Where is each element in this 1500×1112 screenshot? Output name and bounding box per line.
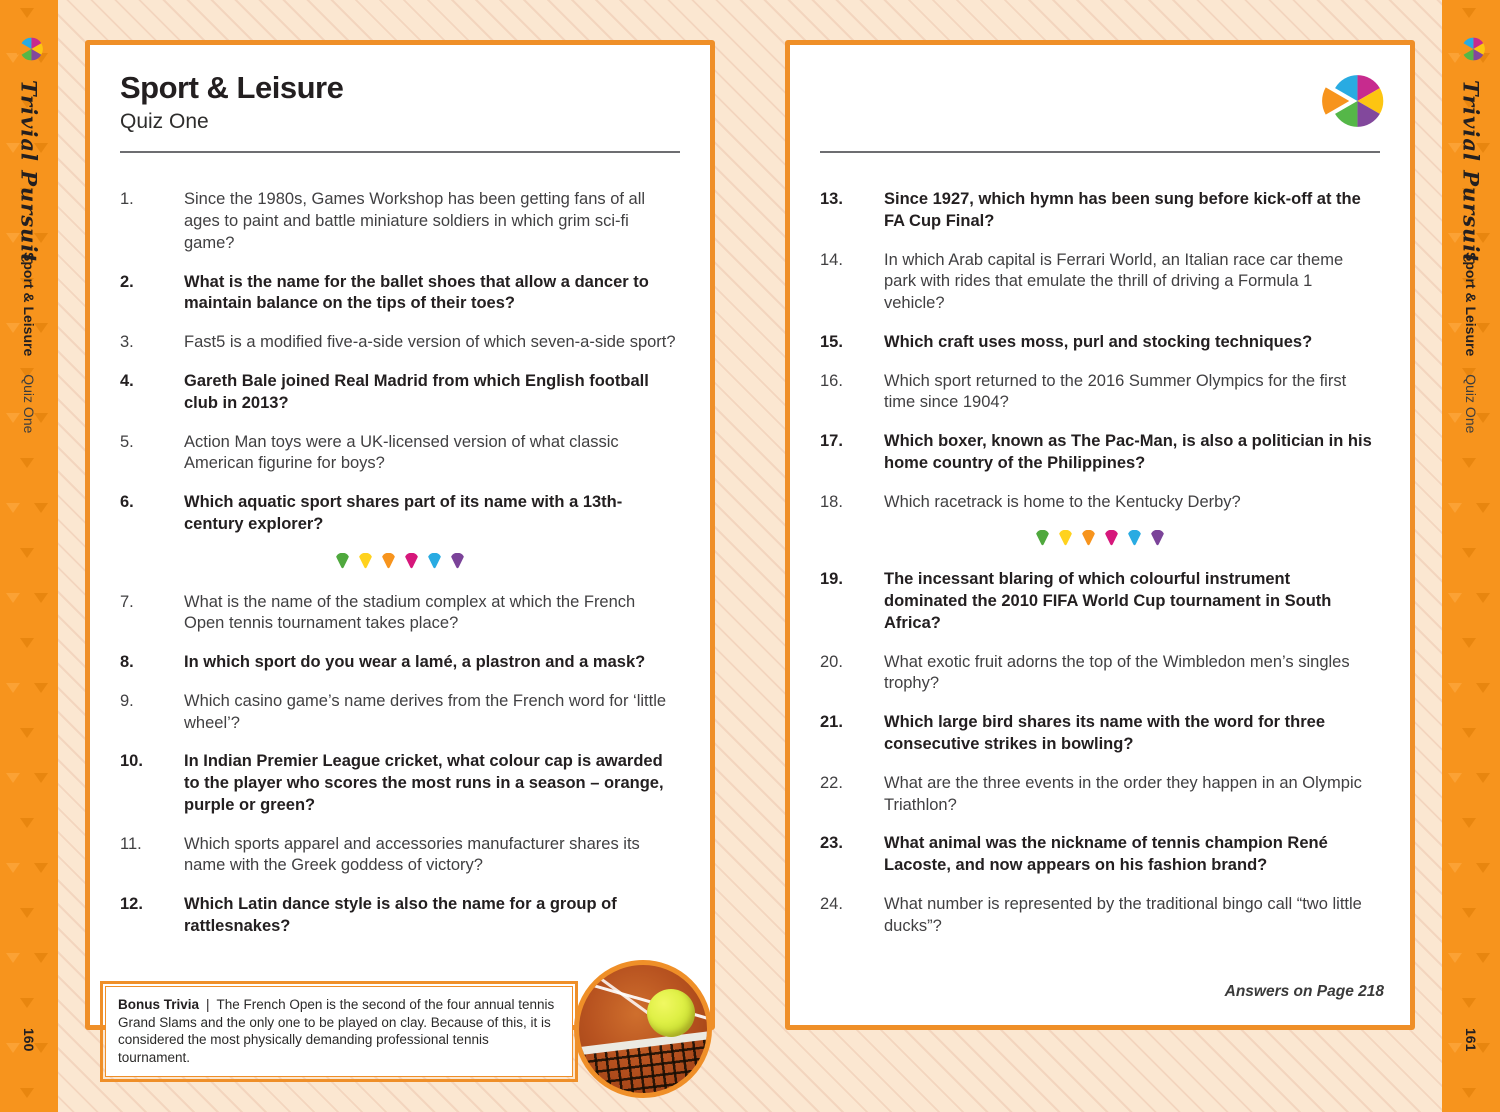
question-list <box>820 189 1380 937</box>
right-page <box>785 40 1415 1030</box>
triangle-ornament <box>6 323 20 333</box>
question-item <box>120 652 680 674</box>
tennis-ball-icon <box>647 989 695 1037</box>
bonus-trivia-text <box>118 996 560 1066</box>
left-page <box>85 40 715 1030</box>
question-item <box>820 492 1380 514</box>
triangle-ornament <box>1448 323 1462 333</box>
wedge-divider <box>820 530 1380 547</box>
question-number: 9. <box>120 691 134 710</box>
triangle-ornament <box>1448 503 1462 513</box>
question-item <box>120 592 680 636</box>
question-number: 22. <box>820 773 843 792</box>
wedge-icon <box>381 553 396 570</box>
page-subtitle: Quiz One <box>120 110 209 134</box>
question-number: 14. <box>820 250 843 269</box>
question-item <box>820 189 1380 233</box>
question-text: Which Latin dance style is also the name for a group of rattlesnakes? <box>184 895 617 935</box>
triangle-ornament <box>1476 863 1490 873</box>
trivial-pursuit-logo: Trivial Pursuit <box>1458 80 1484 265</box>
triangle-ornament <box>1476 593 1490 603</box>
left-edge-band <box>0 0 58 1112</box>
bonus-trivia-label: Bonus Trivia <box>118 997 200 1012</box>
question-list <box>120 189 680 937</box>
triangle-ornament <box>6 503 20 513</box>
spine-category-label: Sport & Leisure <box>1463 252 1479 357</box>
bonus-trivia-separator: | <box>206 997 210 1012</box>
triangle-ornament <box>34 593 48 603</box>
triangle-ornament <box>6 593 20 603</box>
question-number: 17. <box>820 432 843 451</box>
triangle-ornament <box>1462 548 1476 558</box>
question-number: 13. <box>820 190 843 208</box>
question-text: Since the 1980s, Games Workshop has been getting fans of all ages to paint and battle miniature soldiers in which grim sci-fi game? <box>184 190 646 252</box>
wedge-icon <box>335 553 350 570</box>
triangle-ornament <box>34 863 48 873</box>
bonus-trivia-box <box>105 986 573 1077</box>
question-text: In which sport do you wear a lamé, a plastron and a mask? <box>184 653 646 672</box>
triangle-ornament <box>20 638 34 648</box>
triangle-ornament <box>1476 773 1490 783</box>
question-text: The incessant blaring of which colourful instrument dominated the 2010 FIFA World Cup tournament in South Africa? <box>884 570 1332 632</box>
page-title: Sport & Leisure <box>120 70 344 105</box>
trivial-pursuit-wheel-icon <box>14 34 44 64</box>
question-number: 7. <box>120 592 134 611</box>
question-item <box>120 834 680 878</box>
question-number: 11. <box>120 834 142 853</box>
triangle-ornament <box>1448 1043 1462 1053</box>
wedge-divider <box>120 553 680 570</box>
question-item <box>120 272 680 316</box>
question-item <box>120 751 680 816</box>
triangle-ornament <box>6 413 20 423</box>
answers-note: Answers on Page 218 <box>1224 983 1384 1000</box>
header-rule <box>820 151 1380 153</box>
wedge-icon <box>1127 530 1142 547</box>
spine-category-label: Sport & Leisure <box>21 252 37 357</box>
page-number: 161 <box>1463 1028 1479 1052</box>
triangle-ornament <box>6 773 20 783</box>
question-text: Which aquatic sport shares part of its name with a 13th-century explorer? <box>184 493 623 533</box>
question-item <box>820 773 1380 817</box>
trivial-pursuit-logo: Trivial Pursuit <box>16 80 42 265</box>
question-item <box>120 189 680 254</box>
question-number: 3. <box>120 333 134 352</box>
triangle-ornament <box>20 998 34 1008</box>
question-text: In Indian Premier League cricket, what colour cap is awarded to the player who scores the most runs in a season – orange, purple or green? <box>184 752 664 814</box>
question-number: 19. <box>820 570 843 589</box>
triangle-ornament <box>1462 8 1476 18</box>
triangle-ornament <box>34 683 48 693</box>
question-number: 20. <box>820 652 843 671</box>
question-item <box>820 431 1380 475</box>
question-number: 2. <box>120 272 134 291</box>
triangle-ornament <box>20 8 34 18</box>
spine-quiz-label: Quiz One <box>1463 374 1479 434</box>
wedge-icon <box>1081 530 1096 547</box>
question-item <box>120 894 680 938</box>
triangle-ornament <box>1448 953 1462 963</box>
triangle-ornament <box>1462 638 1476 648</box>
question-item <box>120 691 680 735</box>
question-item <box>120 492 680 536</box>
question-item <box>120 332 680 354</box>
triangle-ornament <box>1448 593 1462 603</box>
question-item <box>820 371 1380 415</box>
question-text: What animal was the nickname of tennis champion René Lacoste, and now appears on his fashion brand? <box>884 834 1328 875</box>
question-number: 24. <box>820 894 843 913</box>
page-header <box>120 71 680 153</box>
triangle-ornament <box>20 818 34 828</box>
question-number: 12. <box>120 895 143 914</box>
question-text: Which boxer, known as The Pac-Man, is also a politician in his home country of the Philippines? <box>884 432 1372 472</box>
question-text: Which sports apparel and accessories manufacturer shares its name with the Greek goddess of victory? <box>184 834 640 875</box>
triangle-ornament <box>1462 728 1476 738</box>
question-text: What exotic fruit adorns the top of the Wimbledon men’s singles trophy? <box>884 652 1350 693</box>
wedge-icon <box>450 553 465 570</box>
question-item <box>120 432 680 476</box>
question-number: 18. <box>820 492 843 511</box>
question-number: 21. <box>820 713 843 732</box>
question-text: Which racetrack is home to the Kentucky Derby? <box>884 492 1241 511</box>
question-text: Gareth Bale joined Real Madrid from which English football club in 2013? <box>184 371 649 412</box>
question-text: Which casino game’s name derives from the French word for ‘little wheel’? <box>184 691 667 732</box>
triangle-ornament <box>1462 818 1476 828</box>
question-text: Which sport returned to the 2016 Summer Olympics for the first time since 1904? <box>884 371 1347 412</box>
question-item <box>820 569 1380 634</box>
triangle-ornament <box>6 683 20 693</box>
question-text: What are the three events in the order they happen in an Olympic Triathlon? <box>884 773 1362 814</box>
question-number: 16. <box>820 371 843 390</box>
bonus-trivia-body: The French Open is the second of the four annual tennis Grand Slams and the only one to be played on clay. Because of this, it is considered the most physically demanding professional tennis tournament. <box>118 997 555 1065</box>
triangle-ornament <box>1448 773 1462 783</box>
triangle-ornament <box>1448 863 1462 873</box>
trivial-pursuit-wheel-icon <box>1318 67 1386 135</box>
page-number: 160 <box>21 1028 37 1052</box>
question-number: 8. <box>120 653 134 672</box>
triangle-ornament <box>20 458 34 468</box>
question-number: 6. <box>120 493 134 512</box>
question-text: What is the name of the stadium complex at which the French Open tennis tournament takes place? <box>184 592 636 633</box>
spine-quiz-label: Quiz One <box>21 374 37 434</box>
triangle-ornament <box>34 953 48 963</box>
question-number: 1. <box>120 190 134 209</box>
triangle-ornament <box>1462 1088 1476 1098</box>
question-text: What is the name for the ballet shoes that allow a dancer to maintain balance on the tips of their toes? <box>184 272 649 313</box>
triangle-ornament <box>20 728 34 738</box>
triangle-ornament <box>1476 503 1490 513</box>
wedge-icon <box>1150 530 1165 547</box>
triangle-ornament <box>6 953 20 963</box>
question-item <box>820 894 1380 938</box>
question-number: 4. <box>120 371 134 390</box>
question-number: 15. <box>820 332 843 351</box>
triangle-ornament <box>1448 683 1462 693</box>
question-item <box>820 712 1380 756</box>
triangle-ornament <box>1448 413 1462 423</box>
triangle-ornament <box>20 1088 34 1098</box>
triangle-ornament <box>20 548 34 558</box>
question-item <box>820 833 1380 877</box>
triangle-ornament <box>6 863 20 873</box>
question-number: 23. <box>820 834 843 853</box>
triangle-ornament <box>34 773 48 783</box>
wedge-icon <box>404 553 419 570</box>
tennis-court-photo <box>574 960 712 1098</box>
wedge-icon <box>358 553 373 570</box>
question-text: In which Arab capital is Ferrari World, an Italian race car theme park with rides that emulate the thrill of driving a Formula 1 vehicle? <box>884 250 1344 313</box>
question-item <box>820 250 1380 315</box>
question-text: Which craft uses moss, purl and stocking techniques? <box>884 332 1313 351</box>
question-text: What number is represented by the traditional bingo call “two little ducks”? <box>884 894 1362 935</box>
spine-labels <box>21 252 37 433</box>
header-spacer <box>820 71 1380 135</box>
triangle-ornament <box>20 908 34 918</box>
wedge-icon <box>427 553 442 570</box>
triangle-ornament <box>34 503 48 513</box>
wedge-icon <box>1104 530 1119 547</box>
triangle-ornament <box>1462 998 1476 1008</box>
triangle-ornament <box>1462 458 1476 468</box>
wedge-icon <box>1035 530 1050 547</box>
trivial-pursuit-wheel-icon <box>1456 34 1486 64</box>
question-text: Fast5 is a modified five-a-side version of which seven-a-side sport? <box>184 333 676 352</box>
triangle-ornament <box>6 1043 20 1053</box>
spine-labels <box>1463 252 1479 433</box>
question-text: Since 1927, which hymn has been sung before kick-off at the FA Cup Final? <box>884 190 1361 230</box>
question-number: 5. <box>120 432 134 451</box>
question-text: Action Man toys were a UK-licensed version of what classic American figurine for boys? <box>184 432 619 473</box>
wedge-icon <box>1058 530 1073 547</box>
triangle-ornament <box>1476 683 1490 693</box>
triangle-ornament <box>1476 953 1490 963</box>
question-text: Which large bird shares its name with the word for three consecutive strikes in bowling? <box>884 713 1325 754</box>
question-item <box>120 371 680 415</box>
question-item <box>820 332 1380 354</box>
question-item <box>820 652 1380 696</box>
header-rule <box>120 151 680 153</box>
question-number: 10. <box>120 752 143 771</box>
right-edge-band <box>1442 0 1500 1112</box>
triangle-ornament <box>1462 908 1476 918</box>
